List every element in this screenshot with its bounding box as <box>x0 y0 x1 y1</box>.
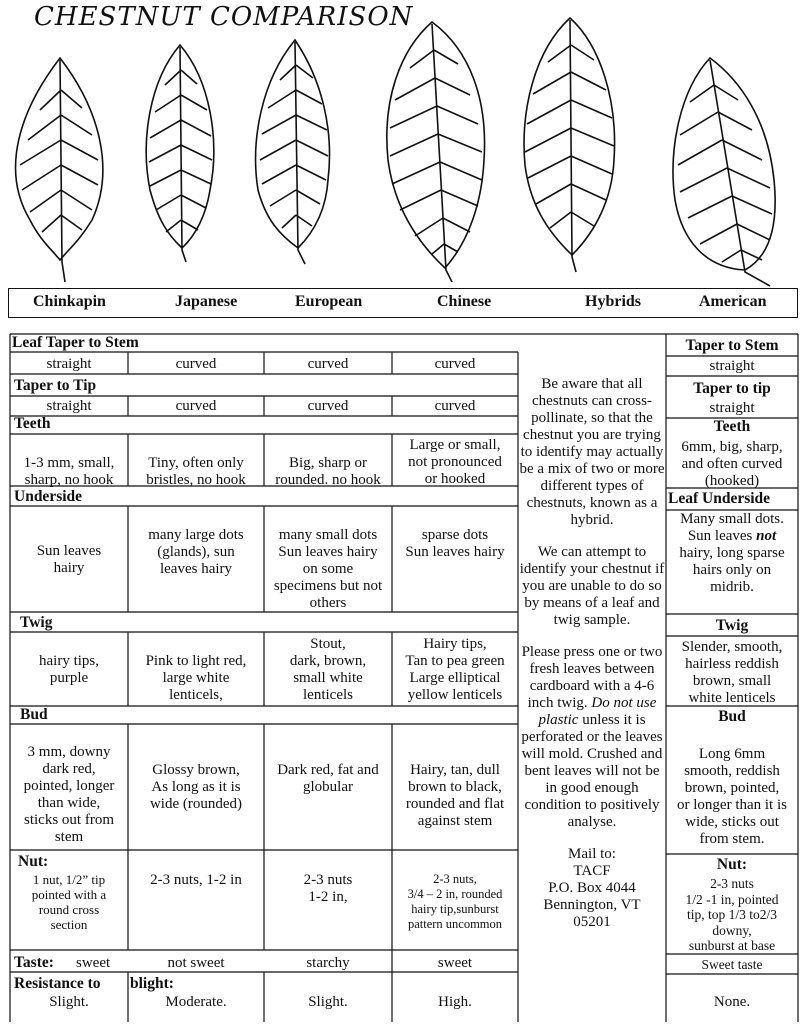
cell-nut-chinese: 2-3 nuts, 3/4 – 2 in, rounded hairy tip,sunburst pattern uncommon <box>407 872 503 931</box>
hybrid-note-paragraph: Be aware that all chestnuts can cross-pollinate, so that the chestnut you are trying to identify may actually be a mix of two or more different types of chestnuts, known as a hybrid. <box>519 376 665 528</box>
cell-underside-japanese: many large dots (glands), sun leaves hairy <box>148 527 244 577</box>
instructions-text: Please press one or two fresh leaves between cardboard with a 4-6 inch twig. <box>521 644 663 711</box>
cell-stem-japanese: curved <box>175 356 217 372</box>
american-underside <box>666 511 798 596</box>
header-nut: Nut: <box>18 853 49 870</box>
mailing-address: Mail to: TACF P.O. Box 4044 Bennington, VT 05201 <box>543 846 641 930</box>
chinkapin-leaf-icon <box>16 58 103 282</box>
chinese-leaf-icon <box>387 22 485 282</box>
cell-teeth-european: Big, sharp or rounded. no hook <box>275 455 381 488</box>
cell-bud-chinkapin: 3 mm, downy dark red, pointed, longer than wide, sticks out from stem <box>23 744 115 845</box>
species-chinese: Chinese <box>437 293 492 310</box>
species-japanese: Japanese <box>175 293 238 310</box>
hybrid-note <box>518 376 666 946</box>
american-bud: Long 6mm smooth, reddish brown, pointed, or longer than it is wide, sticks out from stem. <box>677 746 787 847</box>
header-taste: Taste: <box>14 954 54 971</box>
cell-twig-chinkapin: hairy tips, purple <box>39 653 99 686</box>
species-european: European <box>295 293 363 310</box>
header-bud: Bud <box>20 706 48 723</box>
cell-nut-japanese: 2-3 nuts, 1-2 in <box>150 872 242 888</box>
identify-note-paragraph: We can attempt to identify your chestnut if you are unable to do so by means of a leaf and twig sample. <box>519 544 665 628</box>
american-taper-stem-header: Taper to Stem <box>685 337 779 354</box>
cell-stem-chinkapin: straight <box>46 356 92 372</box>
american-underside-not: not <box>756 528 777 544</box>
cell-taste-chinese: sweet <box>437 955 473 971</box>
header-taper-tip: Taper to Tip <box>14 377 97 394</box>
cell-twig-european: Stout, dark, brown, small white lenticels <box>289 636 367 703</box>
header-resistance: Resistance to <box>14 975 101 992</box>
cell-nut-european: 2-3 nuts 1-2 in, <box>303 872 353 905</box>
species-american: American <box>699 293 767 310</box>
header-blight: blight: <box>130 975 174 992</box>
header-teeth: Teeth <box>14 415 51 432</box>
cell-bud-european: Dark red, fat and globular <box>277 762 379 795</box>
instructions-paragraph <box>518 644 666 831</box>
cell-bud-chinese: Hairy, tan, dull brown to black, rounded and flat against stem <box>405 762 505 829</box>
cell-resistance-chinese: High. <box>438 994 472 1010</box>
cell-tip-chinese: curved <box>434 398 476 414</box>
cell-nut-chinkapin: 1 nut, 1/2” tip pointed with a round cross section <box>31 872 107 932</box>
american-resistance: None. <box>713 994 751 1010</box>
cell-underside-chinese: sparse dots Sun leaves hairy <box>405 527 505 560</box>
page-title: CHESTNUT COMPARISON <box>34 2 414 32</box>
japanese-leaf-icon <box>146 45 214 262</box>
cell-resistance-japanese: Moderate. <box>165 994 227 1010</box>
leaf-illustrations <box>0 0 800 290</box>
american-twig: Slender, smooth, hairless reddish brown, small white lenticels <box>681 639 783 706</box>
species-hybrids: Hybrids <box>585 293 642 310</box>
header-twig: Twig <box>20 614 53 631</box>
cell-underside-chinkapin: Sun leaves hairy <box>36 543 102 576</box>
american-taper-tip: straight <box>709 400 755 416</box>
cell-stem-chinese: curved <box>434 356 476 372</box>
instructions-text-continued: unless it is perforated or the leaves will mold. Crushed and bent leaves will not be in good enough condition to positively analyse. <box>521 712 663 830</box>
american-teeth: 6mm, big, sharp, and often curved (hooked) <box>681 439 783 489</box>
hybrid-leaf-icon <box>524 18 614 272</box>
american-leaf-icon <box>673 58 775 286</box>
cell-teeth-japanese: Tiny, often only bristles, no hook <box>146 455 246 488</box>
cell-underside-european: many small dots Sun leaves hairy on some specimens but not others <box>273 527 383 611</box>
american-nut-header: Nut: <box>716 856 748 873</box>
cell-twig-chinese: Hairy tips, Tan to pea green Large elliptical yellow lenticels <box>405 636 505 703</box>
cell-tip-chinkapin: straight <box>46 398 92 414</box>
american-underside-text-continued: hairy, long sparse hairs only on midrib. <box>679 545 785 595</box>
cell-teeth-chinese: Large or small, not pronounced or hooked <box>408 437 502 487</box>
cell-stem-european: curved <box>307 356 349 372</box>
cell-tip-european: curved <box>307 398 349 414</box>
american-teeth-header: Teeth <box>713 418 751 435</box>
american-taste: Sweet taste <box>701 957 763 972</box>
cell-bud-japanese: Glossy brown, As long as it is wide (rounded) <box>149 762 243 812</box>
european-leaf-icon <box>256 40 330 264</box>
cell-taste-japanese: not sweet <box>167 955 225 971</box>
header-leaf-taper: Leaf Taper to Stem <box>12 334 139 351</box>
american-nut: 2-3 nuts 1/2 -1 in, pointed tip, top 1/3 to2/3 downy, sunburst at base <box>685 876 779 953</box>
cell-taste-european: starchy <box>306 955 350 971</box>
cell-twig-japanese: Pink to light red, large white lenticels, <box>145 653 247 703</box>
american-underside-text: Many small dots. Sun leaves <box>680 511 784 544</box>
american-taper-stem: straight <box>709 358 755 374</box>
no-plastic-text: Do not use plastic <box>538 695 657 728</box>
header-underside: Underside <box>14 488 83 505</box>
cell-taste-chinkapin: sweet <box>76 955 111 971</box>
species-name-bar <box>8 288 798 318</box>
cell-resistance-european: Slight. <box>308 994 348 1010</box>
american-taper-tip-header: Taper to tip <box>693 380 771 397</box>
cell-resistance-chinkapin: Slight. <box>49 994 89 1010</box>
american-bud-header: Bud <box>718 708 746 725</box>
american-twig-header: Twig <box>715 617 749 634</box>
cell-tip-japanese: curved <box>175 398 217 414</box>
species-chinkapin: Chinkapin <box>33 293 106 310</box>
cell-teeth-chinkapin: 1-3 mm, small, sharp, no hook <box>23 455 115 488</box>
american-underside-header: Leaf Underside <box>668 490 771 507</box>
